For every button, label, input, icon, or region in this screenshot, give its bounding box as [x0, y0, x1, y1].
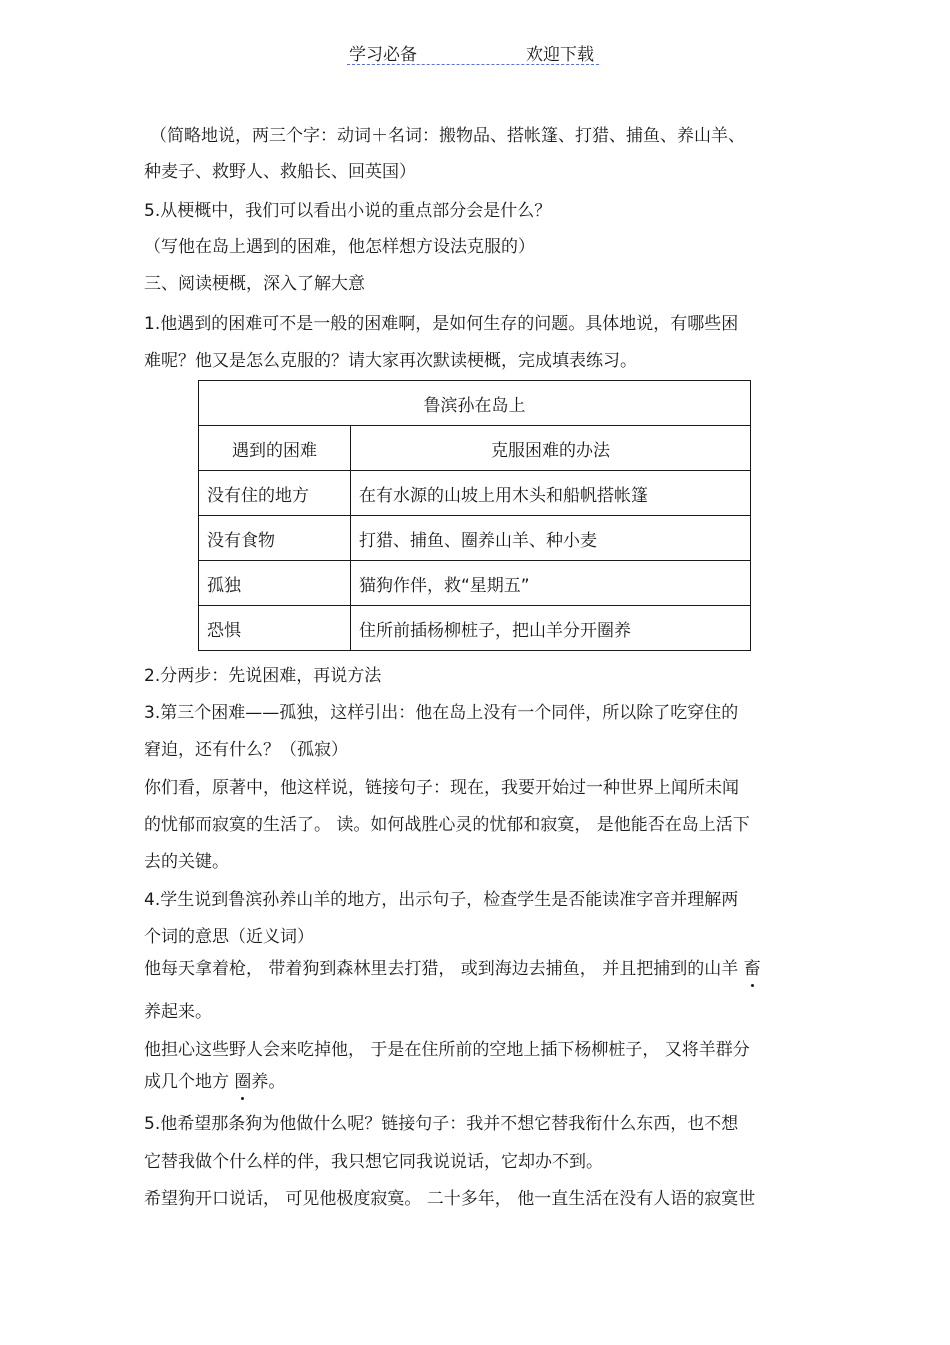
text-line: 2.分两步：先说困难，再说方法: [144, 666, 382, 686]
text-line: [144, 1071, 285, 1093]
table-row: [199, 516, 751, 561]
text-line: 4.学生说到鲁滨孙养山羊的地方，出示句子，检查学生是否能读准字音并理解两: [144, 890, 739, 910]
text-line: （写他在岛上遇到的困难，他怎样想方设法克服的）: [144, 237, 535, 257]
text-span: 养。: [251, 1072, 286, 1092]
text-line: 窘迫，还有什么？（孤寂）: [144, 740, 348, 760]
table-cell: 没有住的地方: [199, 471, 351, 516]
text-line: 3.第三个困难——孤独，这样引出：他在岛上没有一个同伴，所以除了吃穿住的: [144, 703, 739, 723]
table-row: [199, 561, 751, 606]
table-row: [199, 471, 751, 516]
difficulty-table: [198, 380, 751, 651]
emphasis-char: 圈: [234, 1072, 252, 1092]
text-line: 难呢？他又是怎么克服的？请大家再次默读梗概，完成填表练习。: [144, 351, 637, 371]
text-line: 你们看，原著中，他这样说，链接句子：现在，我要开始过一种世界上闻所未闻: [144, 778, 739, 798]
text-line: （简略地说，两三个字：动词＋名词：搬物品、搭帐篷、打猎、捕鱼、养山羊、: [150, 126, 745, 146]
table-cell: 在有水源的山坡上用木头和船帆搭帐篷: [351, 471, 751, 516]
table-title: 鲁滨孙在岛上: [199, 381, 751, 426]
text-line: 去的关键。: [144, 852, 229, 872]
header-right: 欢迎下载: [526, 45, 594, 65]
text-line: 的忧郁而寂寞的生活了。 读。如何战胜心灵的忧郁和寂寞， 是他能否在岛上活下: [144, 815, 750, 835]
text-line: 它替我做个什么样的伴，我只想它同我说说话，它却办不到。: [144, 1152, 603, 1172]
table-cell: 住所前插杨柳桩子，把山羊分开圈养: [351, 606, 751, 651]
text-line: 他担心这些野人会来吃掉他， 于是在住所前的空地上插下杨柳桩子， 又将羊群分: [144, 1040, 750, 1060]
table-row: [199, 606, 751, 651]
emphasis-char: 畜: [743, 959, 761, 979]
text-line: 个词的意思（近义词）: [144, 927, 314, 947]
header-divider: [347, 64, 599, 65]
text-line: 希望狗开口说话， 可见他极度寂寞。 二十多年， 他一直生活在没有人语的寂寞世: [144, 1189, 756, 1209]
table-header: 遇到的困难: [199, 426, 351, 471]
table-header: 克服困难的办法: [351, 426, 751, 471]
text-line: 种麦子、救野人、救船长、回英国）: [144, 162, 416, 182]
table-cell: 孤独: [199, 561, 351, 606]
text-line: 5.他希望那条狗为他做什么呢？链接句子：我并不想它替我衔什么东西，也不想: [144, 1114, 739, 1134]
text-line: 5.从梗概中，我们可以看出小说的重点部分会是什么？: [144, 201, 552, 221]
text-span: 他每天拿着枪， 带着狗到森林里去打猎， 或到海边去捕鱼， 并且把捕到的山羊: [144, 959, 744, 979]
table-cell: 猫狗作伴，救“星期五”: [351, 561, 751, 606]
table-cell: 打猎、捕鱼、圈养山羊、种小麦: [351, 516, 751, 561]
table-cell: 没有食物: [199, 516, 351, 561]
section-heading: 三、阅读梗概，深入了解大意: [144, 274, 365, 294]
text-line: 养起来。: [144, 1002, 212, 1022]
header-left: 学习必备: [349, 45, 417, 65]
text-line: 1.他遇到的困难可不是一般的困难啊，是如何生存的问题。具体地说，有哪些困: [144, 314, 739, 334]
text-line: [144, 958, 761, 980]
text-span: 成几个地方: [144, 1072, 235, 1092]
table-cell: 恐惧: [199, 606, 351, 651]
